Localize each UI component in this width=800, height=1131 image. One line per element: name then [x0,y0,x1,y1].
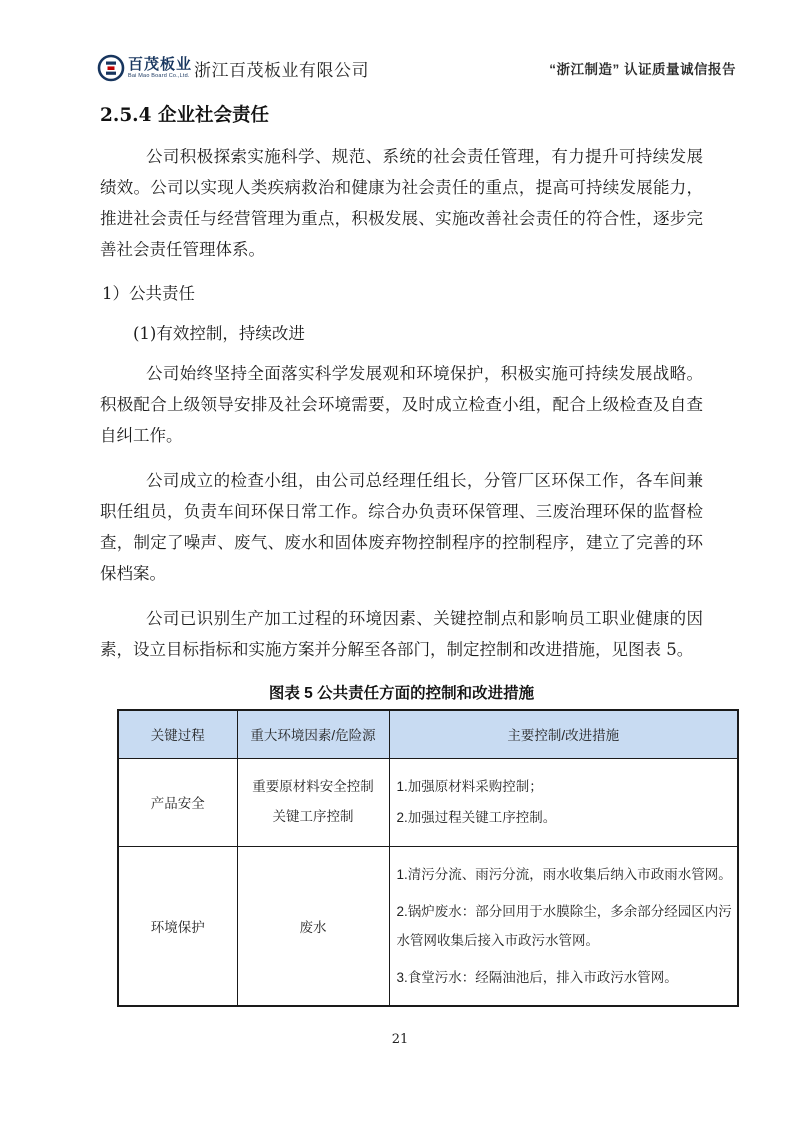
table-caption: 图表 5 公共责任方面的控制和改进措施 [268,685,535,702]
factor-line: 关键工序控制 [272,809,354,824]
paragraph-environment-factors: 公司已识别生产加工过程的环境因素、关键控制点和影响员工职业健康的因素，设立目标指标和实施方案并分解至各部门，制定控制和改进措施，见图表 5。 [100,609,703,659]
paragraph-social-responsibility: 公司积极探索实施科学、规范、系统的社会责任管理，有力提升可持续发展绩效。公司以实现人类疾病救治和健康为社会责任的重点，提高可持续发展能力，推进社会责任与经营管理为重点，积极发展、实施改善社会责任的符合性，逐步完善社会责任管理体系。 [100,147,703,259]
page-header [0,0,800,88]
paragraph-inspection-team-duties: 公司成立的检查小组，由公司总经理任组长，分管厂区环保工作，各车间兼职任组员，负责车间环保日常工作。综合办负责环保管理、三废治理环保的监督检查，制定了噪声、废气、废水和固体废弃物控制程序的控制程序，建立了完善的环保档案。 [100,471,703,583]
cell-process-environment: 环境保护 [118,846,237,1006]
measure-line: 2.锅炉废水：部分回用于水膜除尘，多余部分经园区内污水管网收集后接入市政污水管网。 [396,903,732,948]
cell-measures-product-safety [389,758,738,846]
subheading-effective-control: (1)有效控制，持续改进 [133,324,305,343]
measure-line: 3.食堂污水：经隔油池后，排入市政污水管网。 [396,969,678,985]
paragraph-inspection-team-setup: 公司始终坚持全面落实科学发展观和环境保护，积极实施可持续发展战略。积极配合上级领导安排及社会环境需要，及时成立检查小组，配合上级检查及自查自纠工作。 [100,364,703,445]
logo-chinese-name: 百茂板业 [128,55,193,73]
table-row [118,758,738,846]
logo-text [128,57,192,80]
report-title: “浙江制造” 认证质量诚信报告 [549,62,736,77]
main-content [100,104,732,1007]
table-row [118,846,738,1006]
header-env-factor: 重大环境因素/危险源 [237,710,389,758]
cell-factors-environment: 废水 [237,846,389,1006]
factor-line: 重要原材料安全控制 [252,779,374,794]
logo-english-name: Bai Mao Board Co.,Ltd. [128,72,190,79]
header-key-process: 关键过程 [118,710,237,758]
control-measures-table [117,709,739,1007]
cell-factors-product-safety [237,758,389,846]
page-number: 21 [391,1032,409,1047]
subheading-public-responsibility: 1）公共责任 [102,284,195,303]
header-control-measures: 主要控制/改进措施 [389,710,738,758]
cell-process-product-safety: 产品安全 [118,758,237,846]
cell-measures-environment [389,846,738,1006]
section-heading: 2.5.4 企业社会责任 [100,105,269,126]
logo-circle-icon [97,54,125,82]
table-header-row [118,710,738,758]
measure-line: 2.加强过程关键工序控制。 [396,810,557,825]
company-name: 浙江百茂板业有限公司 [194,60,370,80]
company-logo [97,54,192,82]
measure-line: 1.清污分流、雨污分流，雨水收集后纳入市政雨水管网。 [396,866,732,882]
measure-line: 1.加强原材料采购控制； [396,779,543,794]
